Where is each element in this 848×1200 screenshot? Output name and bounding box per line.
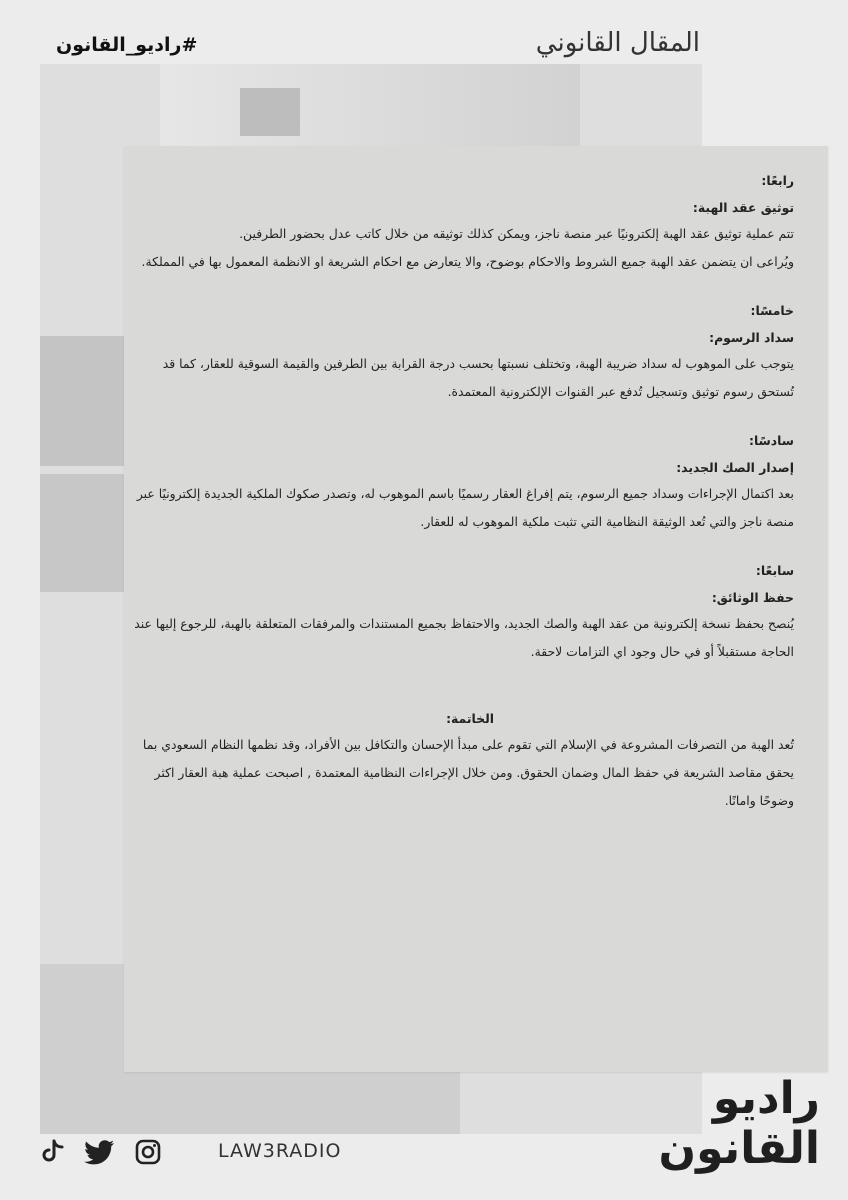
social-icons bbox=[40, 1138, 162, 1166]
hashtag: #راديو_القانون bbox=[56, 34, 198, 56]
instagram-icon[interactable] bbox=[134, 1138, 162, 1166]
section-label: رابعًا: bbox=[761, 173, 794, 188]
section-label: خامسًا: bbox=[750, 303, 794, 318]
section-paragraph: تتم عملية توثيق عقد الهبة إلكترونيًا عبر منصة ناجز، ويمكن كذلك توثيقه من خلال كاتب عدل بحضور الطرفين. bbox=[239, 226, 794, 241]
section-paragraph: يُنصح بحفظ نسخة إلكترونية من عقد الهبة والصك الجديد، والاحتفاظ بجميع المستندات والمرفقات المتعلقة بالهبة، للرجوع إليها عند الحاجة مستقبلاً أو في حال وجود اي التزامات لاحقة. bbox=[134, 616, 794, 659]
section-heading: سداد الرسوم: bbox=[709, 330, 794, 345]
section-label: سادسًا: bbox=[749, 433, 794, 448]
page-title: المقال القانوني bbox=[535, 28, 700, 58]
article-content bbox=[134, 168, 794, 815]
section-sixth bbox=[134, 428, 794, 536]
section-paragraph: بعد اكتمال الإجراءات وسداد جميع الرسوم، يتم إفراغ العقار رسميًا باسم الموهوب له، وتصدر صكوك الملكية الجديدة إلكترونيًا عبر منصة ناجز والتي تُعد الوثيقة النظامية التي تثبت ملكية الموهوب له للعقار. bbox=[136, 486, 794, 529]
section-fifth bbox=[134, 298, 794, 406]
conclusion-text: تُعد الهبة من التصرفات المشروعة في الإسلام التي تقوم على مبدأ الإحسان والتكافل بين الأفراد، وقد نظمها النظام السعودي بما يحقق مقاصد الشريعة في حفظ المال وضمان الحقوق. ومن خلال الإجراءات النظامية المعتمدة , اصبحت عملية هبة العقار اكثر وضوحًا وامانًا. bbox=[142, 737, 794, 808]
logo-line-1: راديو bbox=[712, 1073, 820, 1124]
article-card bbox=[124, 146, 828, 1072]
section-paragraph: يتوجب على الموهوب له سداد ضريبة الهبة، وتختلف نسبتها بحسب درجة القرابة بين الطرفين والقيمة السوقية للعقار، كما قد تُستحق رسوم توثيق وتسجيل تُدفع عبر القنوات الإلكترونية المعتمدة. bbox=[162, 356, 794, 399]
section-label: سابعًا: bbox=[755, 563, 794, 578]
section-seventh bbox=[134, 558, 794, 666]
section-heading: توثيق عقد الهبة: bbox=[692, 200, 794, 215]
tiktok-icon[interactable] bbox=[40, 1138, 66, 1166]
section-heading: حفظ الوثائق: bbox=[711, 590, 794, 605]
section-fourth bbox=[134, 168, 794, 276]
conclusion-heading: الخاتمة: bbox=[446, 711, 494, 726]
social-handle: LAW3RADIO bbox=[218, 1140, 342, 1162]
twitter-icon[interactable] bbox=[84, 1139, 116, 1165]
radio-logo bbox=[658, 1073, 820, 1184]
section-paragraph: ويُراعى ان يتضمن عقد الهبة جميع الشروط والاحكام بوضوح، والا يتعارض مع احكام الشريعة او الانظمة المعمول بها في المملكة. bbox=[141, 254, 794, 269]
conclusion bbox=[134, 706, 794, 815]
section-heading: إصدار الصك الجديد: bbox=[676, 460, 794, 475]
logo-line-2: القانون bbox=[658, 1123, 820, 1174]
